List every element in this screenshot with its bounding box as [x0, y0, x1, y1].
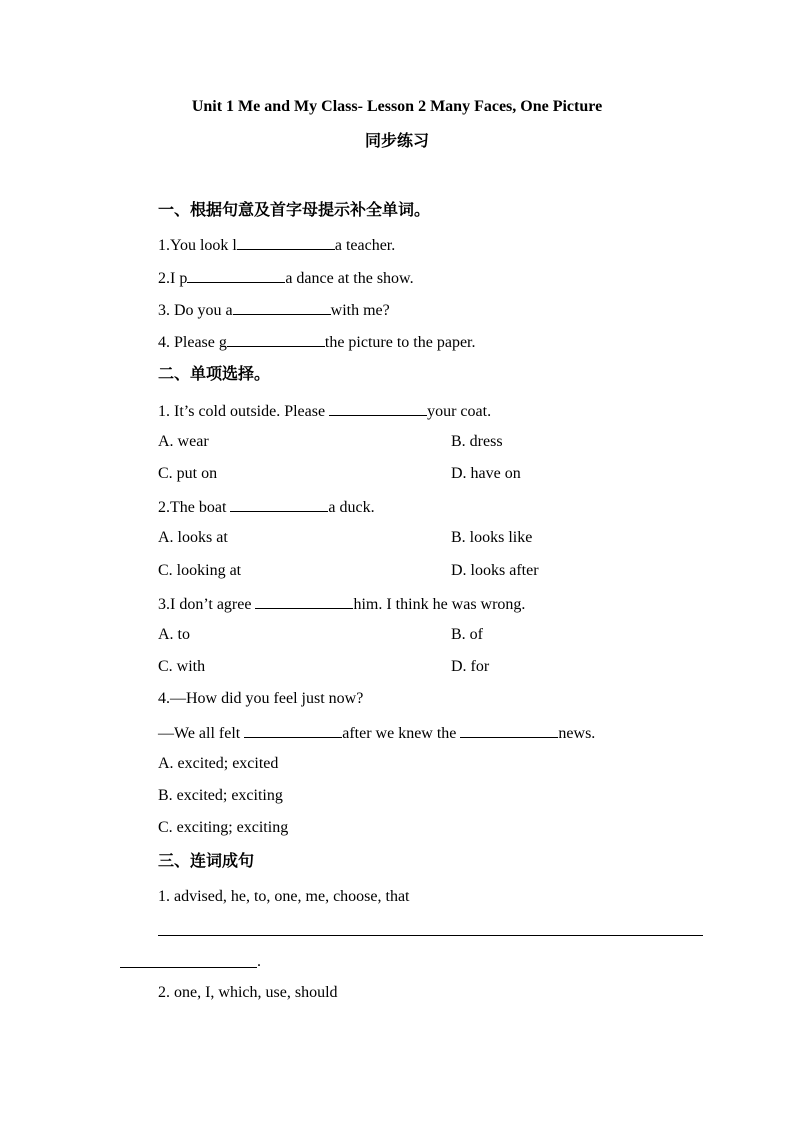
s2-q4-option-c[interactable]: C. exciting; exciting: [158, 819, 289, 836]
s2-q1-option-c[interactable]: C. put on: [158, 465, 218, 482]
s2-q4-middle: after we knew the: [342, 725, 461, 742]
s1-q2-blank[interactable]: [187, 267, 285, 283]
s1-q1-blank[interactable]: [237, 234, 335, 250]
s2-q2-prefix: 2.The boat: [158, 499, 231, 516]
s3-q1-answer-line-1[interactable]: [158, 935, 703, 936]
s3-question-2: 2. one, I, which, use, should: [158, 984, 338, 1001]
s1-q2-prefix: 2.I p: [158, 270, 188, 287]
s2-q1-option-d[interactable]: D. have on: [451, 465, 521, 482]
s2-q1-blank[interactable]: [329, 400, 427, 416]
s2-q2-blank[interactable]: [230, 496, 328, 512]
s2-question-4: [158, 722, 595, 744]
s1-question-2: [158, 267, 414, 289]
s2-q3-prefix: 3.I don’t agree: [158, 596, 256, 613]
s2-q4-blank-1[interactable]: [244, 722, 342, 738]
s3-question-1: 1. advised, he, to, one, me, choose, that: [158, 888, 410, 905]
page-title: Unit 1 Me and My Class- Lesson 2 Many Faces, One Picture: [191, 98, 603, 115]
s2-q2-option-d[interactable]: D. looks after: [451, 562, 539, 579]
s2-question-4-stem: 4.—How did you feel just now?: [158, 690, 364, 707]
s2-q3-suffix: him. I think he was wrong.: [353, 596, 526, 613]
s2-q1-prefix: 1. It’s cold outside. Please: [158, 403, 330, 420]
s1-q3-suffix: with me?: [330, 302, 390, 319]
s1-q4-blank[interactable]: [227, 331, 325, 347]
s2-question-2: [158, 496, 375, 518]
section-1-heading: 一、根据句意及首字母提示补全单词。: [158, 200, 431, 219]
s2-question-3: [158, 593, 525, 615]
s2-q4-option-b[interactable]: B. excited; exciting: [158, 787, 283, 804]
s2-q3-blank[interactable]: [255, 593, 353, 609]
s2-q4-prefix: —We all felt: [158, 725, 245, 742]
s2-q3-option-b[interactable]: B. of: [451, 626, 483, 643]
s2-q3-option-a[interactable]: A. to: [158, 626, 190, 643]
s2-q4-option-a[interactable]: A. excited; excited: [158, 755, 279, 772]
s1-q1-suffix: a teacher.: [334, 237, 396, 254]
s2-q1-option-a[interactable]: A. wear: [158, 433, 209, 450]
s1-question-1: [158, 234, 395, 256]
s2-q1-option-b[interactable]: B. dress: [451, 433, 503, 450]
s2-q2-option-a[interactable]: A. looks at: [158, 529, 228, 546]
s3-q1-answer-line-2[interactable]: [120, 967, 257, 968]
s2-q3-option-d[interactable]: D. for: [451, 658, 490, 675]
section-2-heading: 二、单项选择。: [158, 364, 271, 383]
s1-q3-blank[interactable]: [233, 299, 331, 315]
s1-q3-prefix: 3. Do you a: [158, 302, 233, 319]
s1-q1-prefix: 1.You look l: [158, 237, 237, 254]
section-3-heading: 三、连词成句: [158, 851, 255, 870]
s2-question-1: [158, 400, 491, 422]
s1-question-4: [158, 331, 475, 353]
page-subtitle: 同步练习: [364, 131, 429, 150]
s1-q2-suffix: a dance at the show.: [285, 270, 414, 287]
s1-question-3: [158, 299, 390, 321]
s2-q4-suffix: news.: [558, 725, 596, 742]
s1-q4-prefix: 4. Please g: [158, 334, 227, 351]
s1-q4-suffix: the picture to the paper.: [324, 334, 476, 351]
s2-q4-blank-2[interactable]: [460, 722, 558, 738]
s2-q2-suffix: a duck.: [328, 499, 375, 516]
s2-q2-option-c[interactable]: C. looking at: [158, 562, 242, 579]
s2-q1-suffix: your coat.: [427, 403, 492, 420]
s2-q2-option-b[interactable]: B. looks like: [451, 529, 533, 546]
s3-q1-period: .: [257, 953, 261, 970]
s2-q3-option-c[interactable]: C. with: [158, 658, 206, 675]
